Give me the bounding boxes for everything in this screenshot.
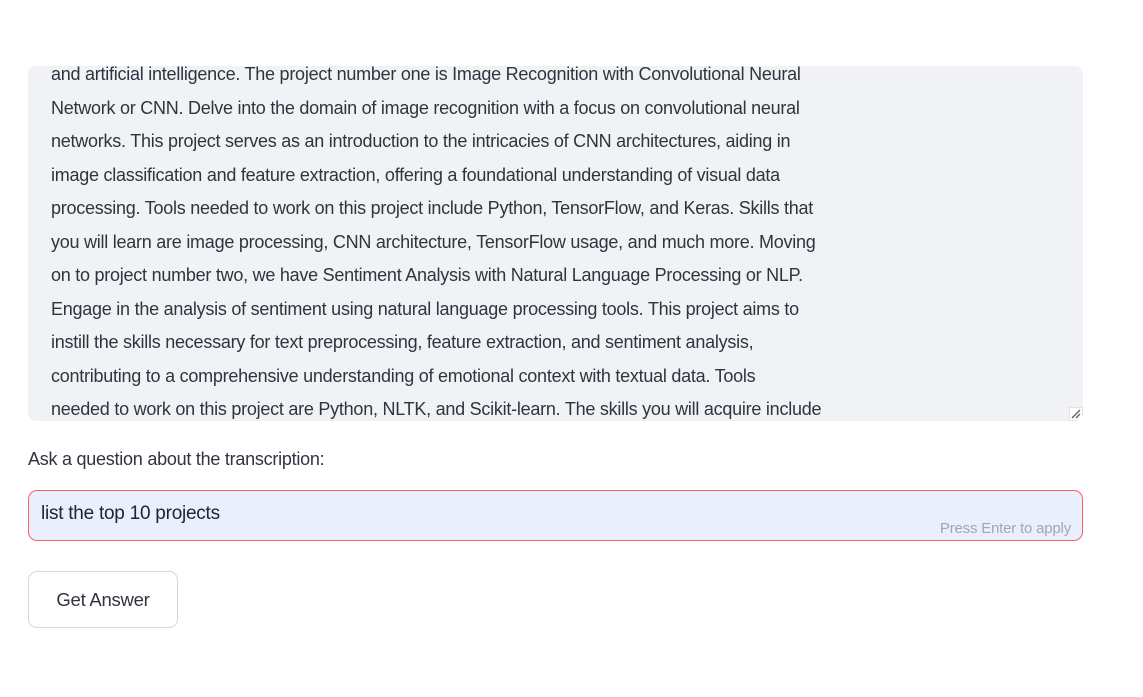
transcription-line: networks. This project serves as an introduction to the intricacies of CNN architectures, aiding in [51,131,791,151]
resize-grip-icon[interactable] [1069,407,1083,421]
question-label: Ask a question about the transcription: [28,449,325,469]
transcription-line: image classification and feature extraction, offering a foundational understanding of visual data [51,164,780,185]
transcription-line: instill the skills necessary for text preprocessing, feature extraction, and sentiment analysis, [51,332,754,352]
transcription-line: processing. Tools needed to work on this project include Python, TensorFlow, and Keras. Skills that [51,198,814,218]
transcription-textarea[interactable] [28,66,1083,421]
transcription-line: on to project number two, we have Sentiment Analysis with Natural Language Processing or NLP. [51,265,803,285]
question-input-container [28,490,1083,541]
transcription-line: Engage in the analysis of sentiment using natural language processing tools. This project aims to [51,298,799,319]
transcription-line: you will learn are image processing, CNN architecture, TensorFlow usage, and much more. Moving [51,231,816,252]
question-input[interactable] [29,491,1082,540]
press-enter-hint: Press Enter to apply [939,520,1071,537]
transcription-line: and artificial intelligence. The project number one is Image Recognition with Convolutional Neural [51,66,801,84]
get-answer-button[interactable]: Get Answer [28,571,178,628]
transcription-line: Network or CNN. Delve into the domain of image recognition with a focus on convolutional neural [51,97,800,118]
transcription-line: needed to work on this project are Python, NLTK, and Scikit-learn. The skills you will acquire include [51,399,822,419]
transcription-line: contributing to a comprehensive understanding of emotional context with textual data. Tools [51,365,756,386]
transcription-text [51,66,1065,421]
